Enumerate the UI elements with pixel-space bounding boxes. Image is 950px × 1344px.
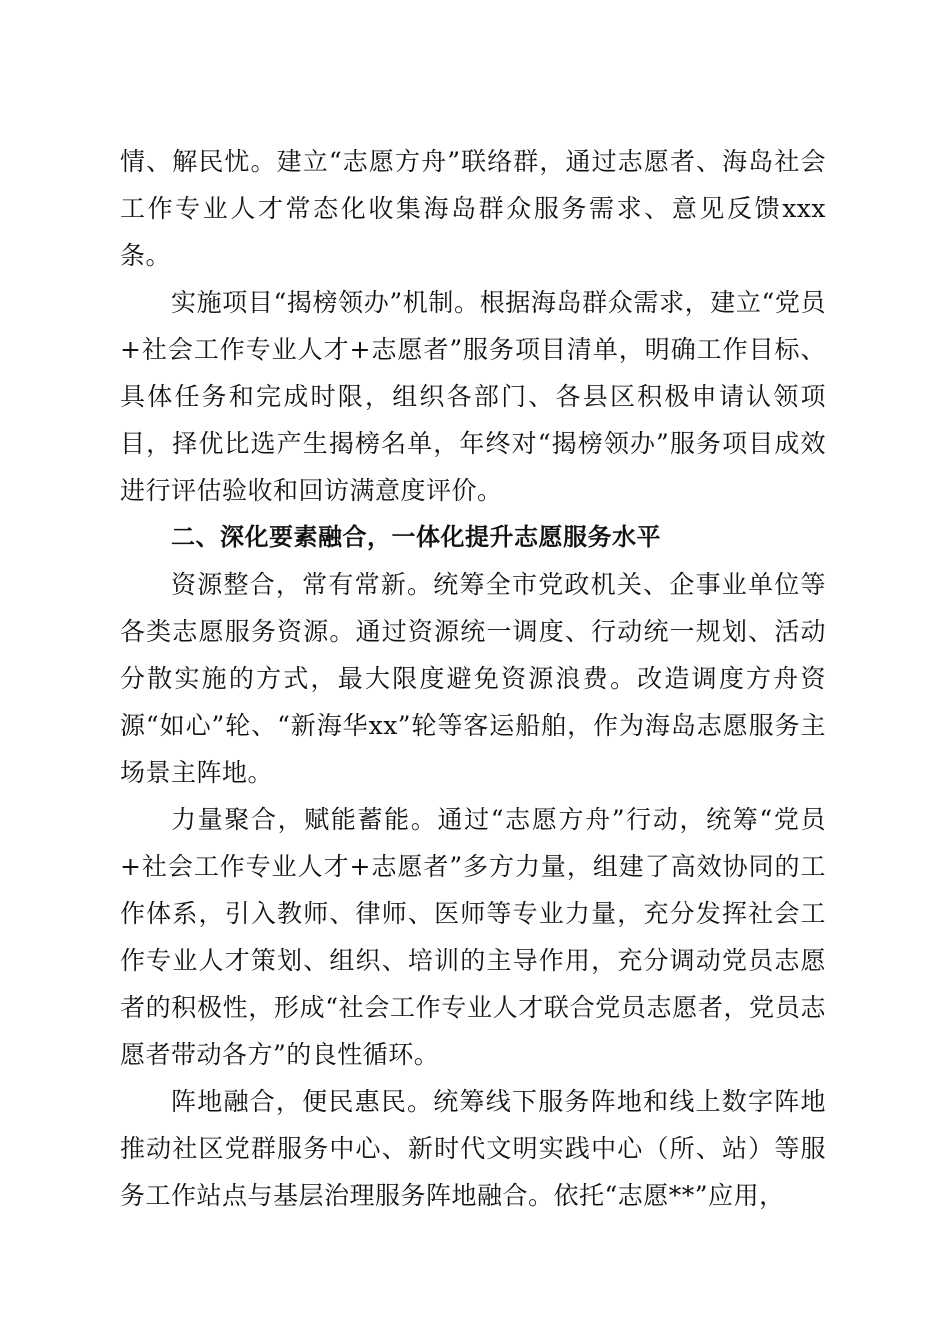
section-heading-2: 二、深化要素融合，一体化提升志愿服务水平	[171, 523, 661, 551]
paragraph-force-aggregation: 力量聚合，赋能蓄能。通过“志愿方舟”行动，统筹“党员+社会工作专业人才+志愿者”多方力量，组建了高效协同的工作体系，引入教师、律师、医师等专业力量，充分发挥社会工作专业人才策划、组织、培训的主导作用，充分调动党员志愿者的积极性，形成“社会工作专业人才联合党员志愿者，党员志愿者带动各方”的良性循环。	[120, 805, 826, 1069]
paragraph-resource-integration: 资源整合，常有常新。统筹全市党政机关、企事业单位等各类志愿服务资源。通过资源统一调度、行动统一规划、活动分散实施的方式，最大限度避免资源浪费。改造调度方舟资源“如心”轮、“新海华xx”轮等客运船舶，作为海岛志愿服务主场景主阵地。	[120, 570, 826, 787]
paragraph-project-mechanism: 实施项目“揭榜领办”机制。根据海岛群众需求，建立“党员+社会工作专业人才+志愿者”服务项目清单，明确工作目标、具体任务和完成时限，组织各部门、各县区积极申请认领项目，择优比选产生揭榜名单，年终对“揭榜领办”服务项目成效进行评估验收和回访满意度评价。	[120, 288, 826, 505]
paragraph-position-integration: 阵地融合，便民惠民。统筹线下服务阵地和线上数字阵地推动社区党群服务中心、新时代文明实践中心（所、站）等服务工作站点与基层治理服务阵地融合。依托“志愿**”应用，	[120, 1087, 826, 1210]
paragraph-continued: 情、解民忧。建立“志愿方舟”联络群，通过志愿者、海岛社会工作专业人才常态化收集海岛群众服务需求、意见反馈xxx条。	[120, 147, 826, 270]
document-body	[120, 138, 826, 1219]
